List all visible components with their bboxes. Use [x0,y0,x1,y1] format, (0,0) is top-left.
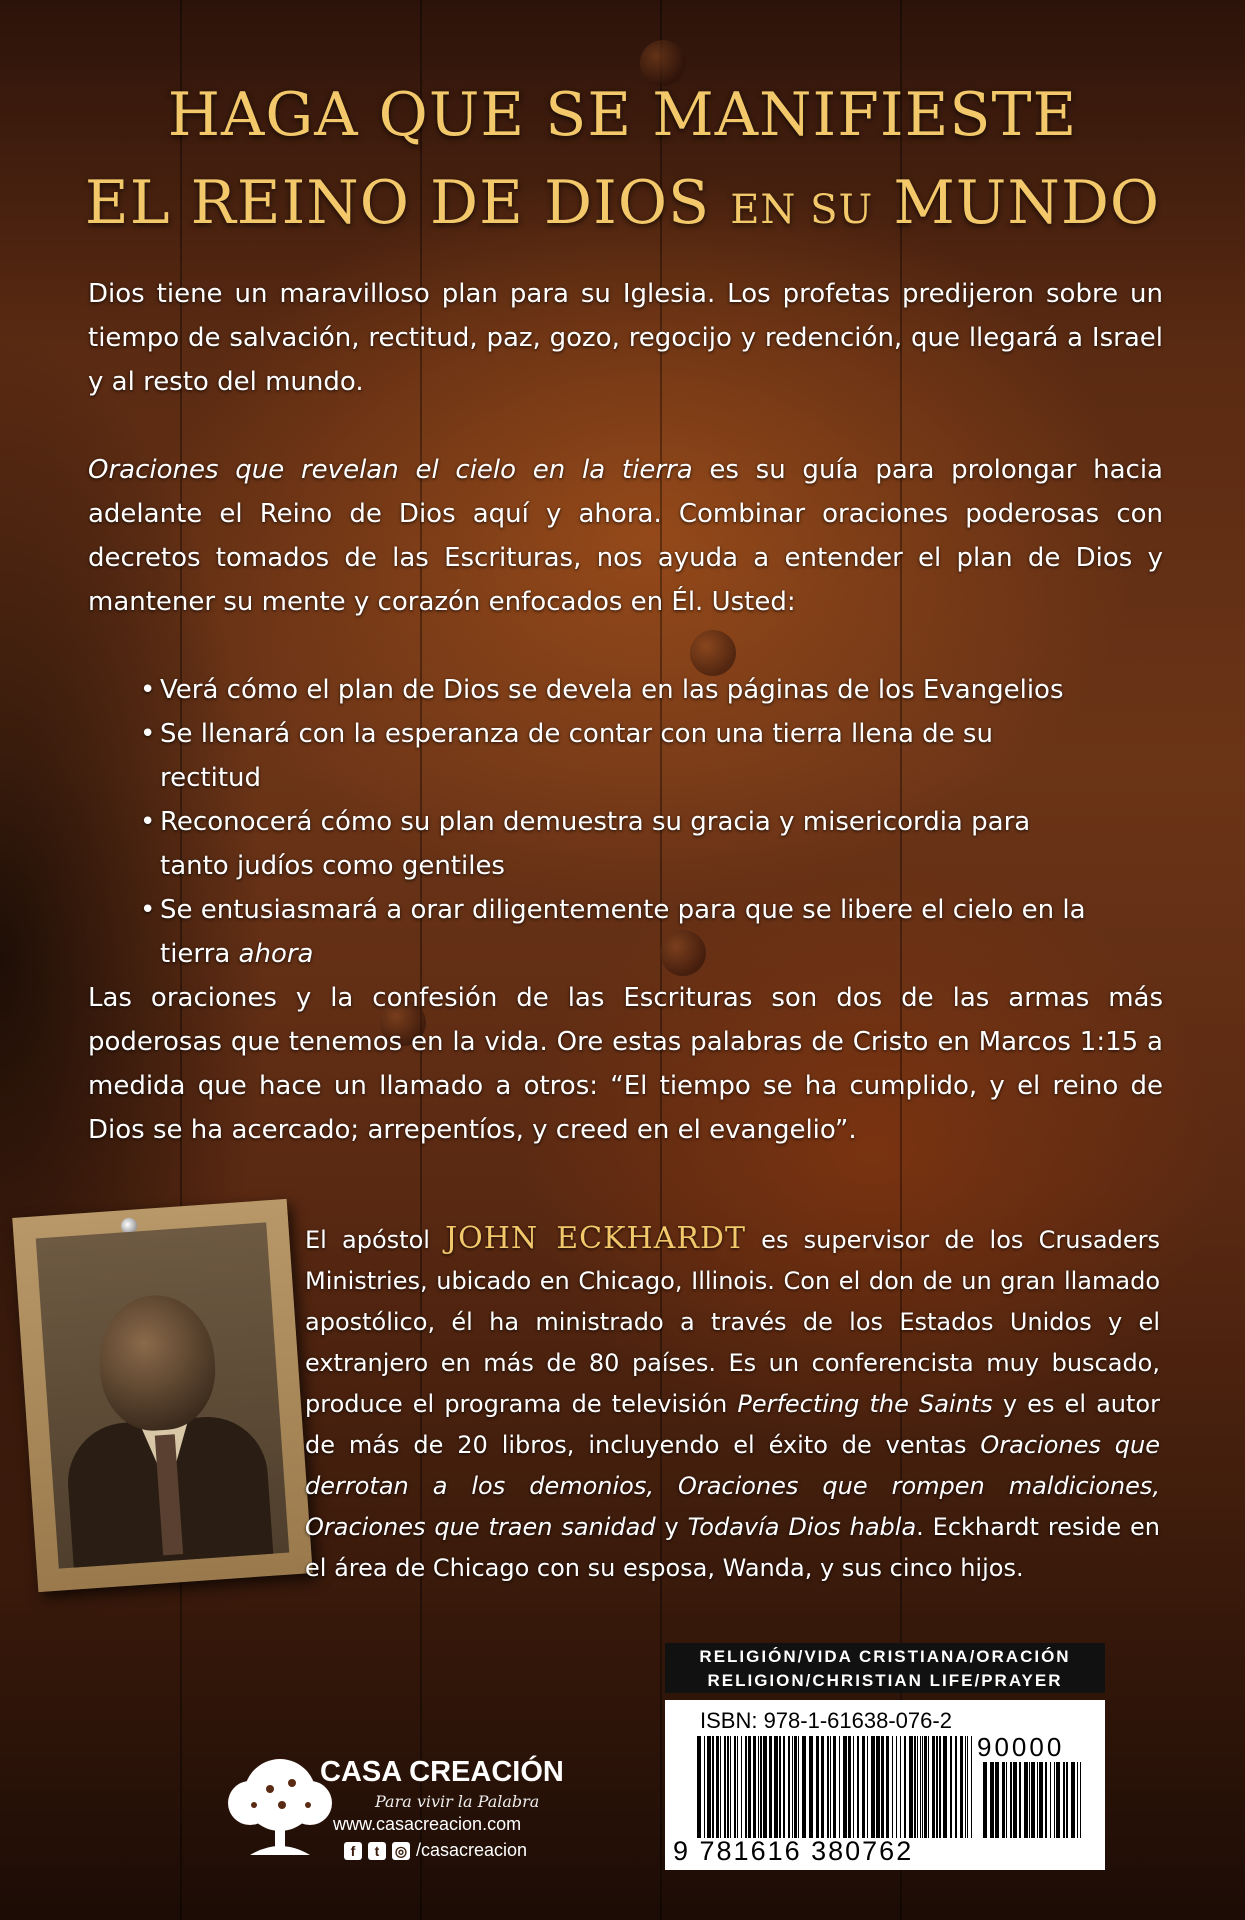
instagram-icon[interactable]: ◎ [392,1842,410,1860]
barcode-bar [783,1736,785,1838]
barcode-bar [769,1736,772,1838]
list-item: • Se llenará con la esperanza de contar con una tierra llena de su rectitud [140,712,1090,800]
bio-lead: El apóstol [305,1226,446,1254]
barcode-bar [792,1736,793,1838]
barcode-bar [950,1736,952,1838]
barcode-bar [730,1736,731,1838]
barcode-bar [1037,1762,1038,1838]
intro-paragraph: Dios tiene un maravilloso plan para su Iglesia. Los profetas predijeron sobre un tiempo de salvación, rectitud, paz, gozo, regocijo y redención, que llegará a Israel y al resto del mundo. [88,279,1163,397]
barcode-bar [862,1736,865,1838]
barcode-bar [763,1736,767,1838]
barcode-bar [774,1736,778,1838]
bio-text: es supervisor de los Crusaders Ministries, ubicado en Chicago, Illinois. Con el don de un gran llamado apostólico, él ha ministrado a través de los Estados Unidos y el extranjero en más de 80 países. Es un conferencista muy buscado, produce el programa de televisión [305,1226,1160,1418]
barcode-bar [917,1736,918,1838]
barcode-bar [1080,1762,1081,1838]
barcode-bar [932,1736,935,1838]
barcode-bar [1006,1762,1007,1838]
category-spanish: RELIGIÓN/VIDA CRISTIANA/ORACIÓN [699,1647,1071,1666]
barcode-bar [922,1736,923,1838]
ean-barcode [697,1736,972,1838]
barcode-bar [1050,1762,1051,1838]
barcode-bar [712,1736,714,1838]
description-text: es su guía para prolongar hacia adelante el Reino de Dios aquí y ahora. Combinar oraciones poderosas con decretos tomados de las Escrituras, nos ayuda a entender el plan de Dios y mantener su mente y corazón enfocados en Él. Usted: [88,455,1163,617]
tv-program-title: Perfecting the Saints [737,1390,993,1418]
list-item-emphasis: ahora [238,939,314,969]
barcode-bar [809,1736,813,1838]
barcode-bar [1013,1762,1017,1838]
barcode-bar [867,1736,868,1838]
bio-text: y [655,1513,688,1541]
barcode-bar [816,1736,819,1838]
barcode-bar [886,1736,889,1838]
barcode-bar [1039,1762,1043,1838]
barcode-bar [1029,1762,1030,1838]
barcode-bar [753,1736,756,1838]
barcode-bar [839,1736,840,1838]
barcode-bar [1071,1762,1075,1838]
barcode-bar [848,1736,851,1838]
barcode-bar [720,1736,721,1838]
publisher-url[interactable]: www.casacreacion.com [333,1814,522,1834]
barcode-bar [1002,1762,1005,1838]
barcode-bar [760,1736,762,1838]
publisher-name: CASA CREACIÓN [320,1756,564,1788]
barcode-bar [924,1736,927,1838]
closing-paragraph: Las oraciones y la confesión de las Escrituras son dos de las armas más poderosas que tenemos en la vida. Ore estas palabras de Cristo en Marcos 1:15 a medida que hace un llamado a otros: “El tiempo se ha cumplido, y el reino de Dios se ha acercado; arrepentíos, y creed en el evangelio”. [88,983,1163,1145]
addon-barcode [983,1762,1083,1838]
barcode-bar [995,1762,999,1838]
barcode-bar [965,1736,966,1838]
barcode-bar [920,1736,921,1838]
barcode-bar [707,1736,711,1838]
list-item [140,888,1090,976]
barcode-bar [971,1736,972,1838]
facebook-icon[interactable]: f [344,1842,362,1860]
barcode-bar [843,1736,847,1838]
barcode-bar [830,1736,831,1838]
barcode-bar [967,1736,968,1838]
barcode-bar [914,1736,916,1838]
barcode-bar [716,1736,719,1838]
barcode-bar [939,1736,941,1838]
category-english: RELIGION/CHRISTIAN LIFE/PRAYER [707,1671,1063,1690]
headline-part: EL REINO DE DIOS [84,168,711,238]
barcode-bar [745,1736,747,1838]
barcode-bar [928,1736,929,1838]
barcode-bar [896,1736,897,1838]
barcode-bar [876,1736,880,1838]
barcode-bar [892,1736,893,1838]
list-item: • Verá cómo el plan de Dios se devela en las páginas de los Evangelios [140,668,1090,712]
author-bio [305,1218,1160,1589]
barcode-bar [697,1736,701,1838]
ean-number: 9 781616 380762 [673,1836,914,1866]
price-addon-number: 90000 [977,1732,1065,1762]
headline-part: EN SU [730,187,874,233]
publisher-tagline: Para vivir la Palabra [375,1792,540,1811]
barcode-bar [955,1736,957,1838]
barcode-bar [758,1736,759,1838]
twitter-icon[interactable]: t [368,1842,386,1860]
book-titles: Oraciones que derrotan a los demonios, Oraciones que rompen maldiciones, Oraciones que traen sanidad [305,1431,1160,1541]
cover-headline-line2 [0,168,1245,238]
barcode-bar [960,1736,963,1838]
list-item-text: Se entusiasmará a orar diligentemente para que se libere el cielo en la tierra [160,895,1086,969]
barcode-panel [665,1700,1105,1870]
barcode-bar [853,1736,854,1838]
barcode-bar [1066,1762,1068,1838]
bio-text: . Eckhardt reside en el área de Chicago con su esposa, Wanda, y sus cinco hijos. [305,1513,1160,1582]
category-label [665,1643,1105,1693]
barcode-bar [1031,1762,1035,1838]
barcode-bar [741,1736,742,1838]
barcode-bar [802,1736,806,1838]
barcode-bar [936,1736,938,1838]
barcode-bar [1019,1762,1021,1838]
author-name: JOHN ECKHARDT [445,1221,746,1256]
headline-part: MUNDO [893,168,1161,238]
barcode-bar [1056,1762,1060,1838]
barcode-bar [748,1736,751,1838]
barcode-bar [788,1736,790,1838]
cover-headline-line1: HAGA QUE SE MANIFIESTE [167,80,1078,150]
barcode-bar [871,1736,875,1838]
barcode-bar [900,1736,901,1838]
barcode-bar [857,1736,859,1838]
barcode-bar [727,1736,729,1838]
barcode-bar [737,1736,738,1838]
social-links [344,1840,527,1861]
barcode-bar [904,1736,906,1838]
list-item: • Reconocerá cómo su plan demuestra su gracia y misericordia para tanto judíos como gentiles [140,800,1090,888]
barcode-bar [798,1736,799,1838]
book-description [88,448,1163,624]
barcode-bar [1024,1762,1028,1838]
barcode-bar [943,1736,947,1838]
barcode-bar [794,1736,797,1838]
barcode-bar [1077,1762,1078,1838]
barcode-bar [1054,1762,1055,1838]
barcode-bar [881,1736,884,1838]
author-photo [12,1199,312,1592]
portrait-head [95,1291,219,1434]
barcode-bar [1063,1762,1065,1838]
barcode-bar [983,1762,987,1838]
barcode-bar [734,1736,736,1838]
social-handle[interactable]: /casacreacion [416,1840,528,1860]
isbn-label: ISBN: 978-1-61638-076-2 [700,1708,952,1733]
benefits-list [140,668,1090,976]
author-portrait [36,1222,290,1568]
bio-text: y es el autor de más de 20 libros, incluyendo el éxito de ventas [305,1390,1160,1459]
barcode-bar [1010,1762,1012,1838]
barcode-bar [779,1736,781,1838]
barcode-bar [909,1736,913,1838]
barcode-bar [1045,1762,1047,1838]
book-title: Todavía Dios habla [687,1513,917,1541]
barcode-bar [704,1736,705,1838]
barcode-bar [724,1736,726,1838]
barcode-bar [827,1736,829,1838]
book-title: Oraciones que revelan el cielo en la tierra [88,455,693,485]
barcode-bar [833,1736,836,1838]
barcode-bar [990,1762,994,1838]
barcode-bar [821,1736,824,1838]
